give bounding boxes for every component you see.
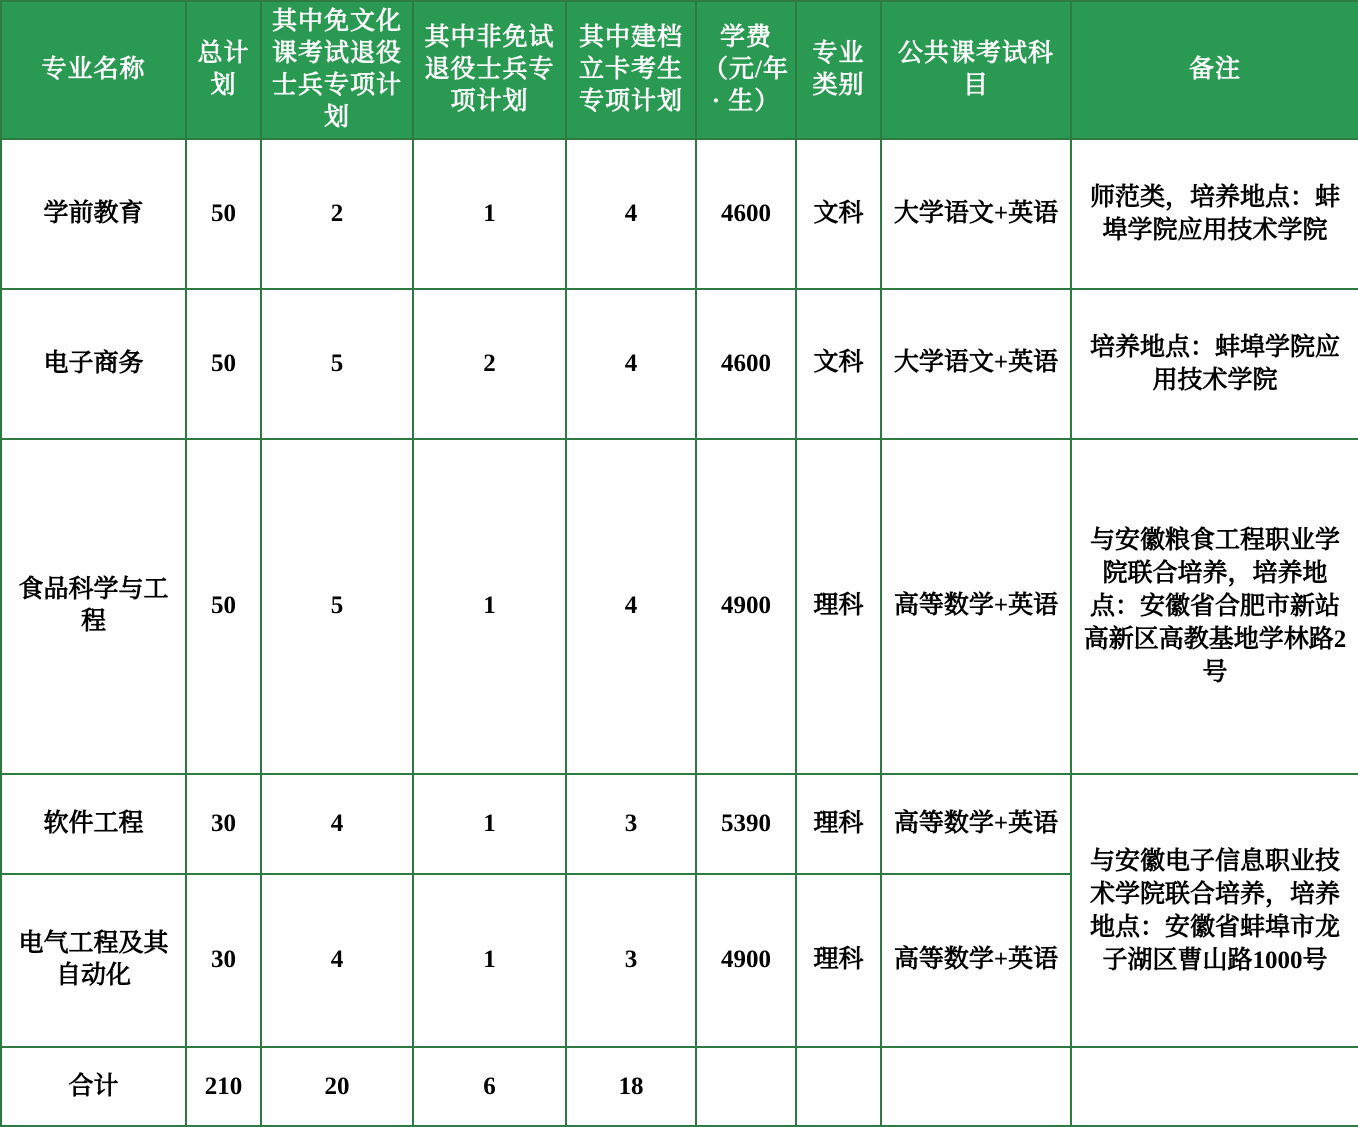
cell-registered-poor-plan: 3 [566,774,696,874]
cell-major-name: 学前教育 [1,139,186,289]
cell-remark: 与安徽粮食工程职业学院联合培养，培养地点：安徽省合肥市新站高新区高教基地学林路2号 [1071,439,1358,774]
cell-subjects-sum [881,1047,1071,1126]
cell-remark: 与安徽电子信息职业技术学院联合培养，培养地点：安徽省蚌埠市龙子湖区曹山路1000号 [1071,774,1358,1047]
cell-major-name: 电气工程及其自动化 [1,874,186,1048]
table-total-row [1,1047,1358,1126]
cell-nonexempt-veteran-sum: 6 [413,1047,566,1126]
cell-tuition-sum [696,1047,796,1126]
table-row [1,289,1358,439]
cell-tuition: 4900 [696,874,796,1048]
cell-total-plan: 50 [186,439,261,774]
cell-major-category: 文科 [796,289,881,439]
header-major-category: 专业类别 [796,1,881,139]
cell-remark: 培养地点：蚌埠学院应用技术学院 [1071,289,1358,439]
cell-nonexempt-veteran-plan: 1 [413,874,566,1048]
cell-registered-poor-sum: 18 [566,1047,696,1126]
cell-tuition: 4900 [696,439,796,774]
cell-registered-poor-plan: 4 [566,439,696,774]
cell-tuition: 4600 [696,289,796,439]
table-row [1,439,1358,774]
cell-remark: 师范类，培养地点：蚌埠学院应用技术学院 [1071,139,1358,289]
cell-major-name: 电子商务 [1,289,186,439]
cell-total-plan: 50 [186,289,261,439]
cell-major-name: 软件工程 [1,774,186,874]
cell-major-name: 食品科学与工程 [1,439,186,774]
cell-exempt-veteran-plan: 2 [261,139,413,289]
cell-total-plan-sum: 210 [186,1047,261,1126]
cell-category-sum [796,1047,881,1126]
cell-exam-subjects: 高等数学+英语 [881,774,1071,874]
cell-registered-poor-plan: 3 [566,874,696,1048]
cell-total-plan: 30 [186,874,261,1048]
table-row [1,774,1358,874]
cell-exempt-veteran-plan: 5 [261,289,413,439]
table-header-row [1,1,1358,139]
table-header [1,1,1358,139]
header-total-plan: 总计划 [186,1,261,139]
header-public-exam-subjects: 公共课考试科目 [881,1,1071,139]
cell-registered-poor-plan: 4 [566,139,696,289]
cell-exempt-veteran-plan: 4 [261,774,413,874]
cell-exam-subjects: 高等数学+英语 [881,439,1071,774]
cell-nonexempt-veteran-plan: 2 [413,289,566,439]
header-major-name: 专业名称 [1,1,186,139]
cell-exempt-veteran-sum: 20 [261,1047,413,1126]
table-body [1,139,1358,1126]
cell-major-category: 理科 [796,439,881,774]
cell-nonexempt-veteran-plan: 1 [413,774,566,874]
cell-exam-subjects: 大学语文+英语 [881,289,1071,439]
cell-total-label: 合计 [1,1047,186,1126]
cell-registered-poor-plan: 4 [566,289,696,439]
header-tuition: 学费（元/年 · 生） [696,1,796,139]
cell-exam-subjects: 高等数学+英语 [881,874,1071,1048]
cell-major-category: 文科 [796,139,881,289]
cell-tuition: 4600 [696,139,796,289]
cell-nonexempt-veteran-plan: 1 [413,139,566,289]
cell-major-category: 理科 [796,774,881,874]
cell-exempt-veteran-plan: 4 [261,874,413,1048]
cell-exempt-veteran-plan: 5 [261,439,413,774]
cell-total-plan: 50 [186,139,261,289]
header-registered-poor-plan: 其中建档立卡考生专项计划 [566,1,696,139]
cell-total-plan: 30 [186,774,261,874]
header-exempt-veteran-plan: 其中免文化课考试退役士兵专项计划 [261,1,413,139]
cell-tuition: 5390 [696,774,796,874]
header-remark: 备注 [1071,1,1358,139]
cell-nonexempt-veteran-plan: 1 [413,439,566,774]
header-nonexempt-veteran-plan: 其中非免试退役士兵专项计划 [413,1,566,139]
cell-remark-sum [1071,1047,1358,1126]
cell-exam-subjects: 大学语文+英语 [881,139,1071,289]
table-row [1,139,1358,289]
cell-major-category: 理科 [796,874,881,1048]
